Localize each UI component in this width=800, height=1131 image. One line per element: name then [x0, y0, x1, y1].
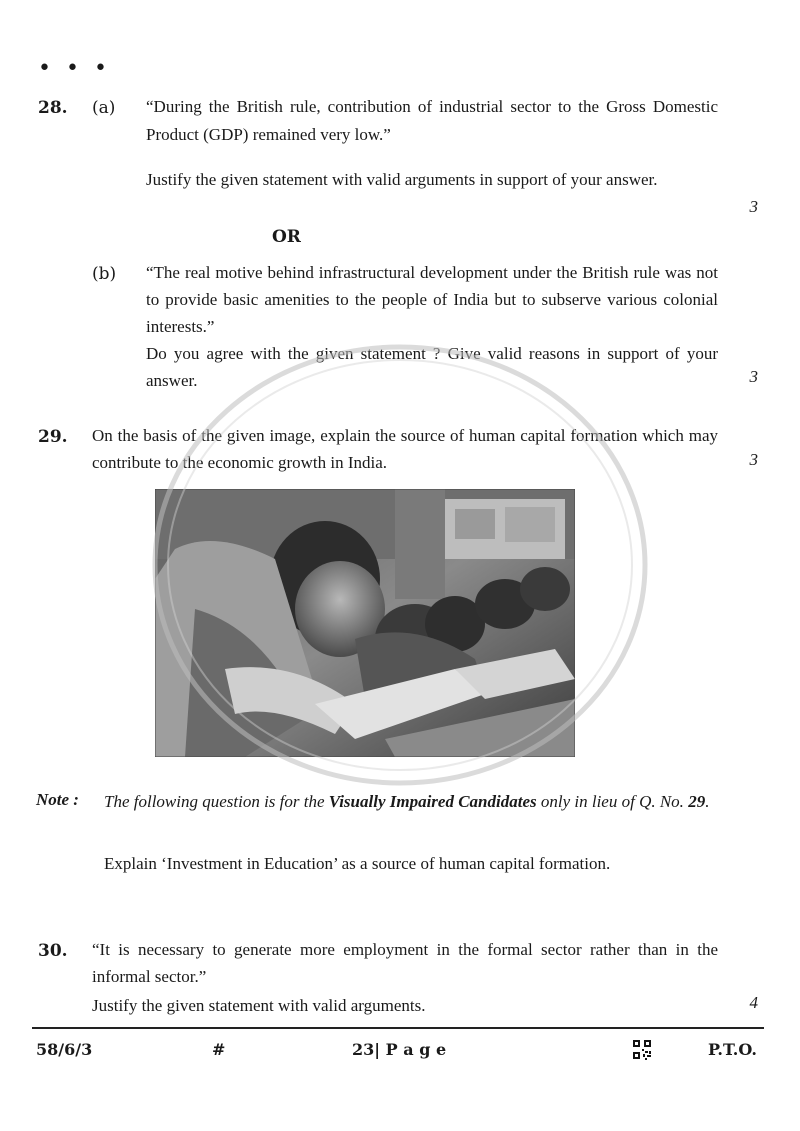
paper-code: 58/6/3	[36, 1040, 93, 1059]
or-separator: OR	[272, 227, 301, 247]
note-qref: 29	[688, 792, 706, 811]
q30-instruction: Justify the given statement with valid arguments.	[92, 996, 426, 1015]
note-question: Explain ‘Investment in Education’ as a source of human capital formation.	[104, 854, 611, 873]
q29-text: On the basis of the given image, explain the source of human capital formation which may contribute to the economic growth in India.	[92, 426, 718, 472]
qr-code-icon	[632, 1039, 652, 1061]
q28a-instruction: Justify the given statement with valid arguments in support of your answer.	[146, 170, 658, 189]
q30-marks: 4	[749, 993, 758, 1012]
question-number-28: 28.	[38, 98, 68, 118]
q28b-instruction: Do you agree with the given statement ? Give valid reasons in support of your answer.	[146, 344, 718, 390]
q28-part-a-label: (a)	[92, 98, 116, 118]
page-number: 23| P a g e	[352, 1040, 447, 1059]
note-period: .	[705, 792, 710, 811]
footer-rule	[32, 1027, 764, 1029]
classroom-students-photo	[155, 489, 575, 757]
note-emphasis: Visually Impaired Candidates	[328, 792, 537, 811]
pto-label: P.T.O.	[708, 1040, 757, 1059]
q28b-marks: 3	[749, 367, 758, 386]
q28-part-b-label: (b)	[92, 264, 117, 284]
q28b-quote: “The real motive behind infrastructural development under the British rule was not to provide basic amenities to the people of India but to subserve various colonial interests.”	[146, 263, 718, 336]
footer-hash: #	[212, 1040, 226, 1059]
q28a-quote: “During the British rule, contribution of industrial sector to the Gross Domestic Product (GDP) remained very low.”	[146, 97, 718, 144]
note-label: Note :	[36, 790, 79, 809]
header-dots: • • •	[38, 56, 111, 81]
q30-quote: “It is necessary to generate more employment in the formal sector rather than in the informal sector.”	[92, 940, 718, 986]
q29-marks: 3	[749, 450, 758, 469]
note-text-before: The following question is for the	[104, 792, 325, 811]
note-text	[104, 790, 720, 814]
question-number-30: 30.	[38, 941, 68, 961]
q28a-marks: 3	[749, 197, 758, 216]
note-text-after: only in lieu of Q. No.	[540, 792, 684, 811]
question-number-29: 29.	[38, 427, 68, 447]
